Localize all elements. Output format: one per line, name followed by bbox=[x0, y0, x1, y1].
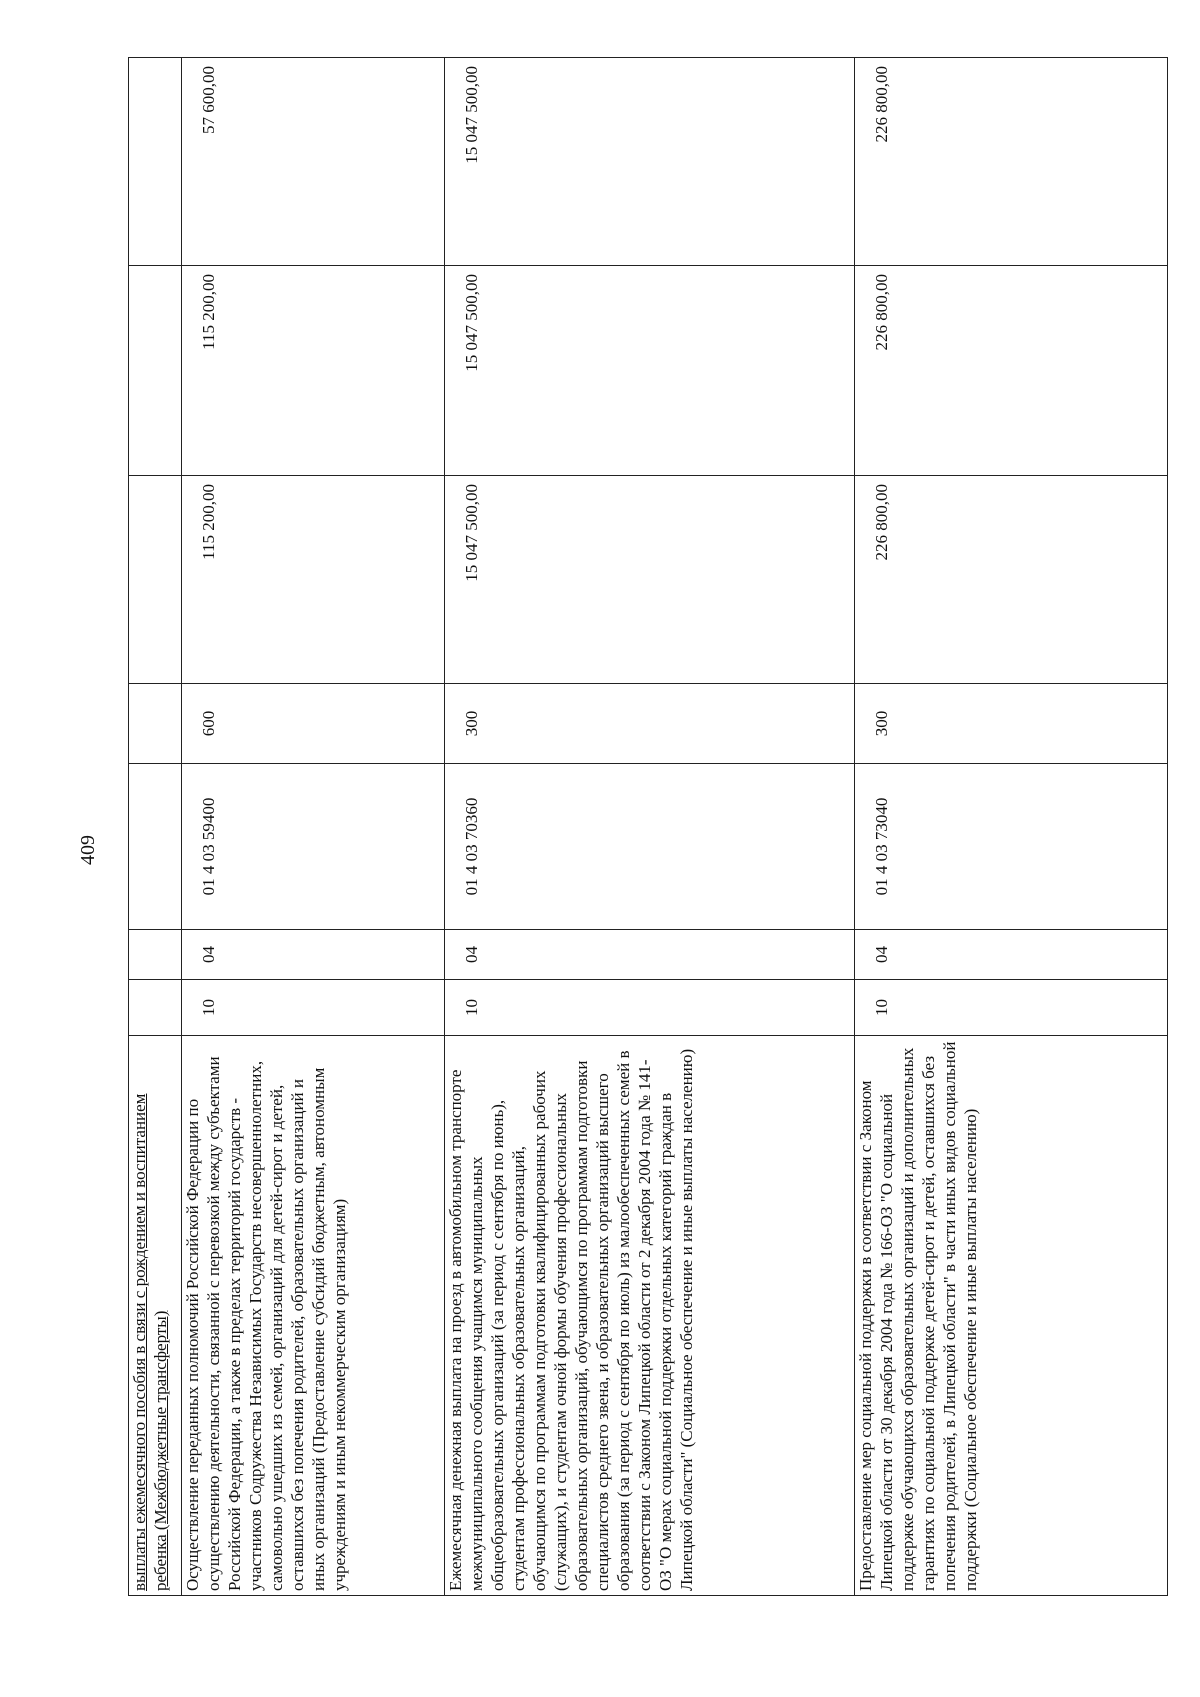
table-row bbox=[129, 58, 182, 1596]
table-row bbox=[182, 58, 445, 1596]
row-expense-type bbox=[129, 684, 182, 764]
row-description: Ежемесячная денежная выплата на проезд в автомобильном транспорте межмуниципального сообщения учащимся муниципальных общеобразовательных организаций (за период с сентября по июнь), студентам профессиональных образовательных организаций, обучающимся по программам подготовки квалифицированных рабочих (служащих), и студентам очной формы обучения профессиональных образовательных организаций, обучающимся по программам подготовки специалистов среднего звена, и образовательных организаций высшего образования (за период с сентября по июль) из малообеспеченных семей в соответствии с Законом Липецкой области от 2 декабря 2004 года № 141-ОЗ "О мерах социальной поддержки отдельных категорий граждан в Липецкой области" (Социальное обеспечение и иные выплаты населению) bbox=[445, 1036, 855, 1596]
row-target-article bbox=[129, 764, 182, 930]
row-subsection-code: 04 bbox=[182, 930, 445, 980]
row-description: Осуществление переданных полномочий Российской Федерации по осуществлению деятельности, связанной с перевозкой между субъектами Российской Федерации, а также в пределах территорий государств - участников Содружества Независимых Государств несовершеннолетних, самовольно ушедших из семей, организаций для детей-сирот и детей, оставшихся без попечения родителей, образовательных организаций и иных организаций (Предоставление субсидий бюджетным, автономным учреждениям и иным некоммерческим организациям) bbox=[182, 1036, 445, 1596]
row-section-code bbox=[129, 980, 182, 1036]
row-sum-year1: 226 800,00 bbox=[855, 476, 1168, 684]
row-subsection-code: 04 bbox=[445, 930, 855, 980]
row-description: Предоставление мер социальной поддержки в соответствии с Законом Липецкой области от 30 декабря 2004 года № 166-ОЗ "О социальной поддержке обучающихся образовательных организаций и дополнительных гарантиях по социальной поддержке детей-сирот и детей, оставшихся без попечения родителей, в Липецкой области" в части иных видов социальной поддержки (Социальное обеспечение и иные выплаты населению) bbox=[855, 1036, 1168, 1596]
row-sum-year3 bbox=[129, 58, 182, 266]
row-sum-year1: 15 047 500,00 bbox=[445, 476, 855, 684]
row-subsection-code bbox=[129, 930, 182, 980]
budget-table bbox=[128, 57, 1168, 1596]
row-sum-year3: 57 600,00 bbox=[182, 58, 445, 266]
row-sum-year2: 15 047 500,00 bbox=[445, 266, 855, 476]
row-sum-year2: 115 200,00 bbox=[182, 266, 445, 476]
table-row bbox=[855, 58, 1168, 1596]
row-expense-type: 600 bbox=[182, 684, 445, 764]
row-section-code: 10 bbox=[855, 980, 1168, 1036]
table-row bbox=[445, 58, 855, 1596]
page-number: 409 bbox=[77, 835, 99, 865]
row-sum-year3: 15 047 500,00 bbox=[445, 58, 855, 266]
row-target-article: 01 4 03 59400 bbox=[182, 764, 445, 930]
row-description: выплаты ежемесячного пособия в связи с рождением и воспитанием ребенка (Межбюджетные трансферты) bbox=[129, 1036, 182, 1596]
row-sum-year2: 226 800,00 bbox=[855, 266, 1168, 476]
row-sum-year1 bbox=[129, 476, 182, 684]
row-section-code: 10 bbox=[182, 980, 445, 1036]
row-expense-type: 300 bbox=[445, 684, 855, 764]
budget-table-rotated bbox=[128, 58, 1168, 1596]
budget-table-wrapper bbox=[128, 58, 1168, 1596]
row-target-article: 01 4 03 70360 bbox=[445, 764, 855, 930]
row-section-code: 10 bbox=[445, 980, 855, 1036]
row-subsection-code: 04 bbox=[855, 930, 1168, 980]
row-sum-year3: 226 800,00 bbox=[855, 58, 1168, 266]
row-target-article: 01 4 03 73040 bbox=[855, 764, 1168, 930]
row-sum-year2 bbox=[129, 266, 182, 476]
row-expense-type: 300 bbox=[855, 684, 1168, 764]
row-sum-year1: 115 200,00 bbox=[182, 476, 445, 684]
